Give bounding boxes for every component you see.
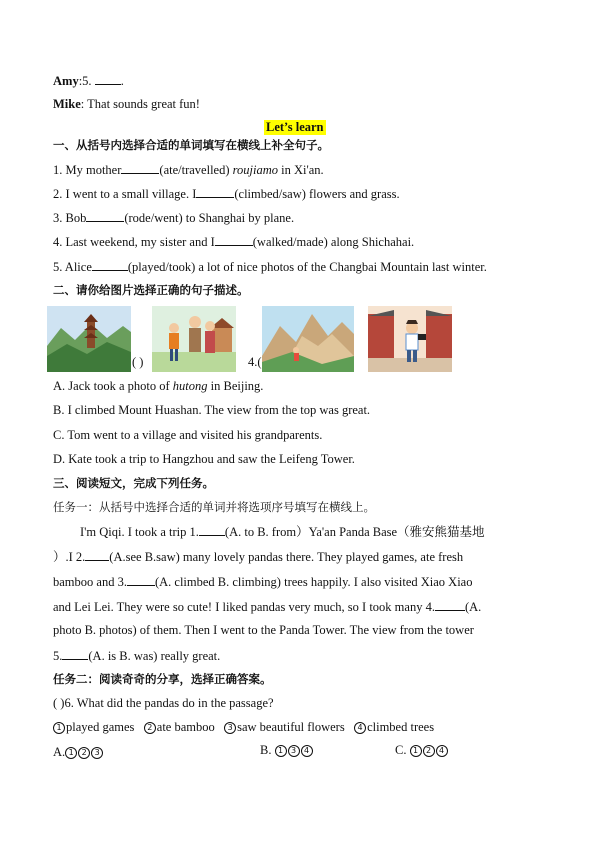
item-text: 4. Last weekend, my sister and I — [53, 235, 215, 249]
option-text: A. Jack took a photo of — [53, 379, 173, 393]
option-a — [53, 378, 263, 394]
option-italic: hutong — [172, 379, 208, 393]
lets-learn-title: Let’s learn — [266, 120, 324, 134]
circled-number: 1 — [275, 745, 287, 757]
answer-option-a[interactable] — [53, 744, 104, 760]
passage-text: (A. — [464, 600, 482, 614]
answer-blank[interactable] — [435, 598, 465, 611]
passage-text: I'm Qiqi. I took a trip 1. — [80, 525, 199, 539]
answer-blank[interactable] — [215, 233, 253, 246]
mike-name: Mike — [53, 97, 81, 111]
picture-4-number: 4.( — [248, 355, 262, 369]
item-options: (climbed/saw) flowers and grass. — [234, 187, 400, 201]
circled-number: 2 — [144, 722, 156, 734]
circled-number: 1 — [53, 722, 65, 734]
part1-heading: 一、从括号内选择合适的单词填写在横线上补全句子。 — [53, 138, 329, 152]
amy-text: :5. — [78, 74, 95, 88]
answer-blank[interactable] — [62, 647, 88, 660]
answer-blank[interactable] — [95, 72, 121, 85]
passage-line-3 — [53, 573, 472, 590]
passage-line-5: photo B. photos) of them. Then I went to the Panda Tower. The view from the tower — [53, 623, 474, 637]
part1-item-2 — [53, 185, 400, 202]
passage-text: bamboo and 3. — [53, 575, 127, 589]
passage-text: 5. — [53, 649, 63, 663]
passage-text: and Lei Lei. They were so cute! I liked pandas very much, so I took many 4. — [53, 600, 435, 614]
circled-number: 3 — [224, 722, 236, 734]
village-grandparents-picture — [152, 306, 236, 372]
passage-text: (A. to B. from）Ya'an Panda Base（雅安熊猫基地 — [224, 525, 485, 539]
passage-line-2 — [53, 548, 463, 565]
answer-blank[interactable] — [92, 258, 128, 271]
circled-number: 3 — [288, 745, 300, 757]
amy-line — [53, 72, 124, 89]
option-c: C. Tom went to a village and visited his grandparents. — [53, 428, 323, 442]
amy-end: . — [120, 74, 124, 88]
passage-text: ）.I 2. — [53, 550, 86, 564]
pagoda-mountain-picture — [47, 306, 131, 372]
circled-number: 4 — [354, 722, 366, 734]
answer-label: C. — [395, 743, 407, 757]
mike-text: : That sounds great fun! — [80, 97, 200, 111]
question-6: ( )6. What did the pandas do in the passage? — [53, 696, 274, 710]
item-text: 2. I went to a small village. I — [53, 187, 197, 201]
item-text: 3. Bob — [53, 211, 87, 225]
item-options: (ate/travelled) — [159, 163, 233, 177]
option-b: B. I climbed Mount Huashan. The view from the top was great. — [53, 403, 371, 417]
mike-line — [53, 96, 200, 112]
option-tail: in Beijing. — [207, 379, 264, 393]
circled-number: 4 — [301, 745, 313, 757]
passage-text: (A.see B.saw) many lovely pandas there. They played games, ate fresh — [109, 550, 464, 564]
passage-text: (A. climbed B. climbing) trees happily. I also visited Xiao Xiao — [154, 575, 473, 589]
task2-instruction: 任务二：阅读奇奇的分享，选择正确答案。 — [53, 672, 272, 686]
answer-label: B. — [260, 743, 272, 757]
passage-text: (A. is B. was) really great. — [88, 649, 221, 663]
circled-number: 3 — [91, 747, 103, 759]
answer-blank[interactable] — [127, 573, 155, 586]
task1-instruction: 任务一：从括号中选择合适的单词并将选项序号填写在横线上。 — [53, 500, 375, 514]
choices-row — [53, 719, 434, 735]
answer-blank[interactable] — [85, 548, 109, 561]
part3-heading: 三、阅读短文，完成下列任务。 — [53, 476, 214, 490]
choice-text: ate bamboo — [156, 720, 215, 734]
item-tail: in Xi'an. — [278, 163, 324, 177]
circled-number: 2 — [78, 747, 90, 759]
circled-number: 1 — [65, 747, 77, 759]
answer-option-c[interactable] — [395, 742, 449, 758]
hutong-photo-picture — [368, 306, 452, 372]
mount-huashan-picture — [262, 306, 354, 372]
passage-line-4 — [53, 598, 481, 615]
item-italic: roujiamo — [232, 163, 278, 177]
item-text: 1. My mother — [53, 163, 122, 177]
item-options: (played/took) a lot of nice photos of the Changbai Mountain last winter. — [127, 260, 487, 274]
part1-item-3 — [53, 209, 294, 226]
passage-line-1 — [80, 523, 485, 540]
answer-label: A. — [53, 745, 66, 759]
answer-option-b[interactable] — [260, 742, 314, 758]
item-options: (walked/made) along Shichahai. — [252, 235, 415, 249]
choice-text: climbed trees — [367, 720, 435, 734]
choice-text: saw beautiful flowers — [237, 720, 345, 734]
amy-name: Amy — [53, 74, 79, 88]
circled-number: 1 — [410, 745, 422, 757]
answer-blank[interactable] — [196, 185, 234, 198]
circled-number: 2 — [423, 745, 435, 757]
choice-text: played games — [66, 720, 135, 734]
item-text: 5. Alice — [53, 260, 92, 274]
item-options: (rode/went) to Shanghai by plane. — [124, 211, 295, 225]
answer-blank[interactable] — [199, 523, 225, 536]
option-d: D. Kate took a trip to Hangzhou and saw the Leifeng Tower. — [53, 452, 355, 466]
answer-blank[interactable] — [86, 209, 124, 222]
picture-1-paren[interactable]: ( ) — [132, 355, 144, 369]
part1-item-4 — [53, 233, 414, 250]
part1-item-1 — [53, 161, 324, 178]
part1-item-5 — [53, 258, 487, 275]
part2-heading: 二、请你给图片选择正确的句子描述。 — [53, 283, 249, 297]
answer-blank[interactable] — [121, 161, 159, 174]
circled-number: 4 — [436, 745, 448, 757]
passage-line-6 — [53, 647, 220, 664]
